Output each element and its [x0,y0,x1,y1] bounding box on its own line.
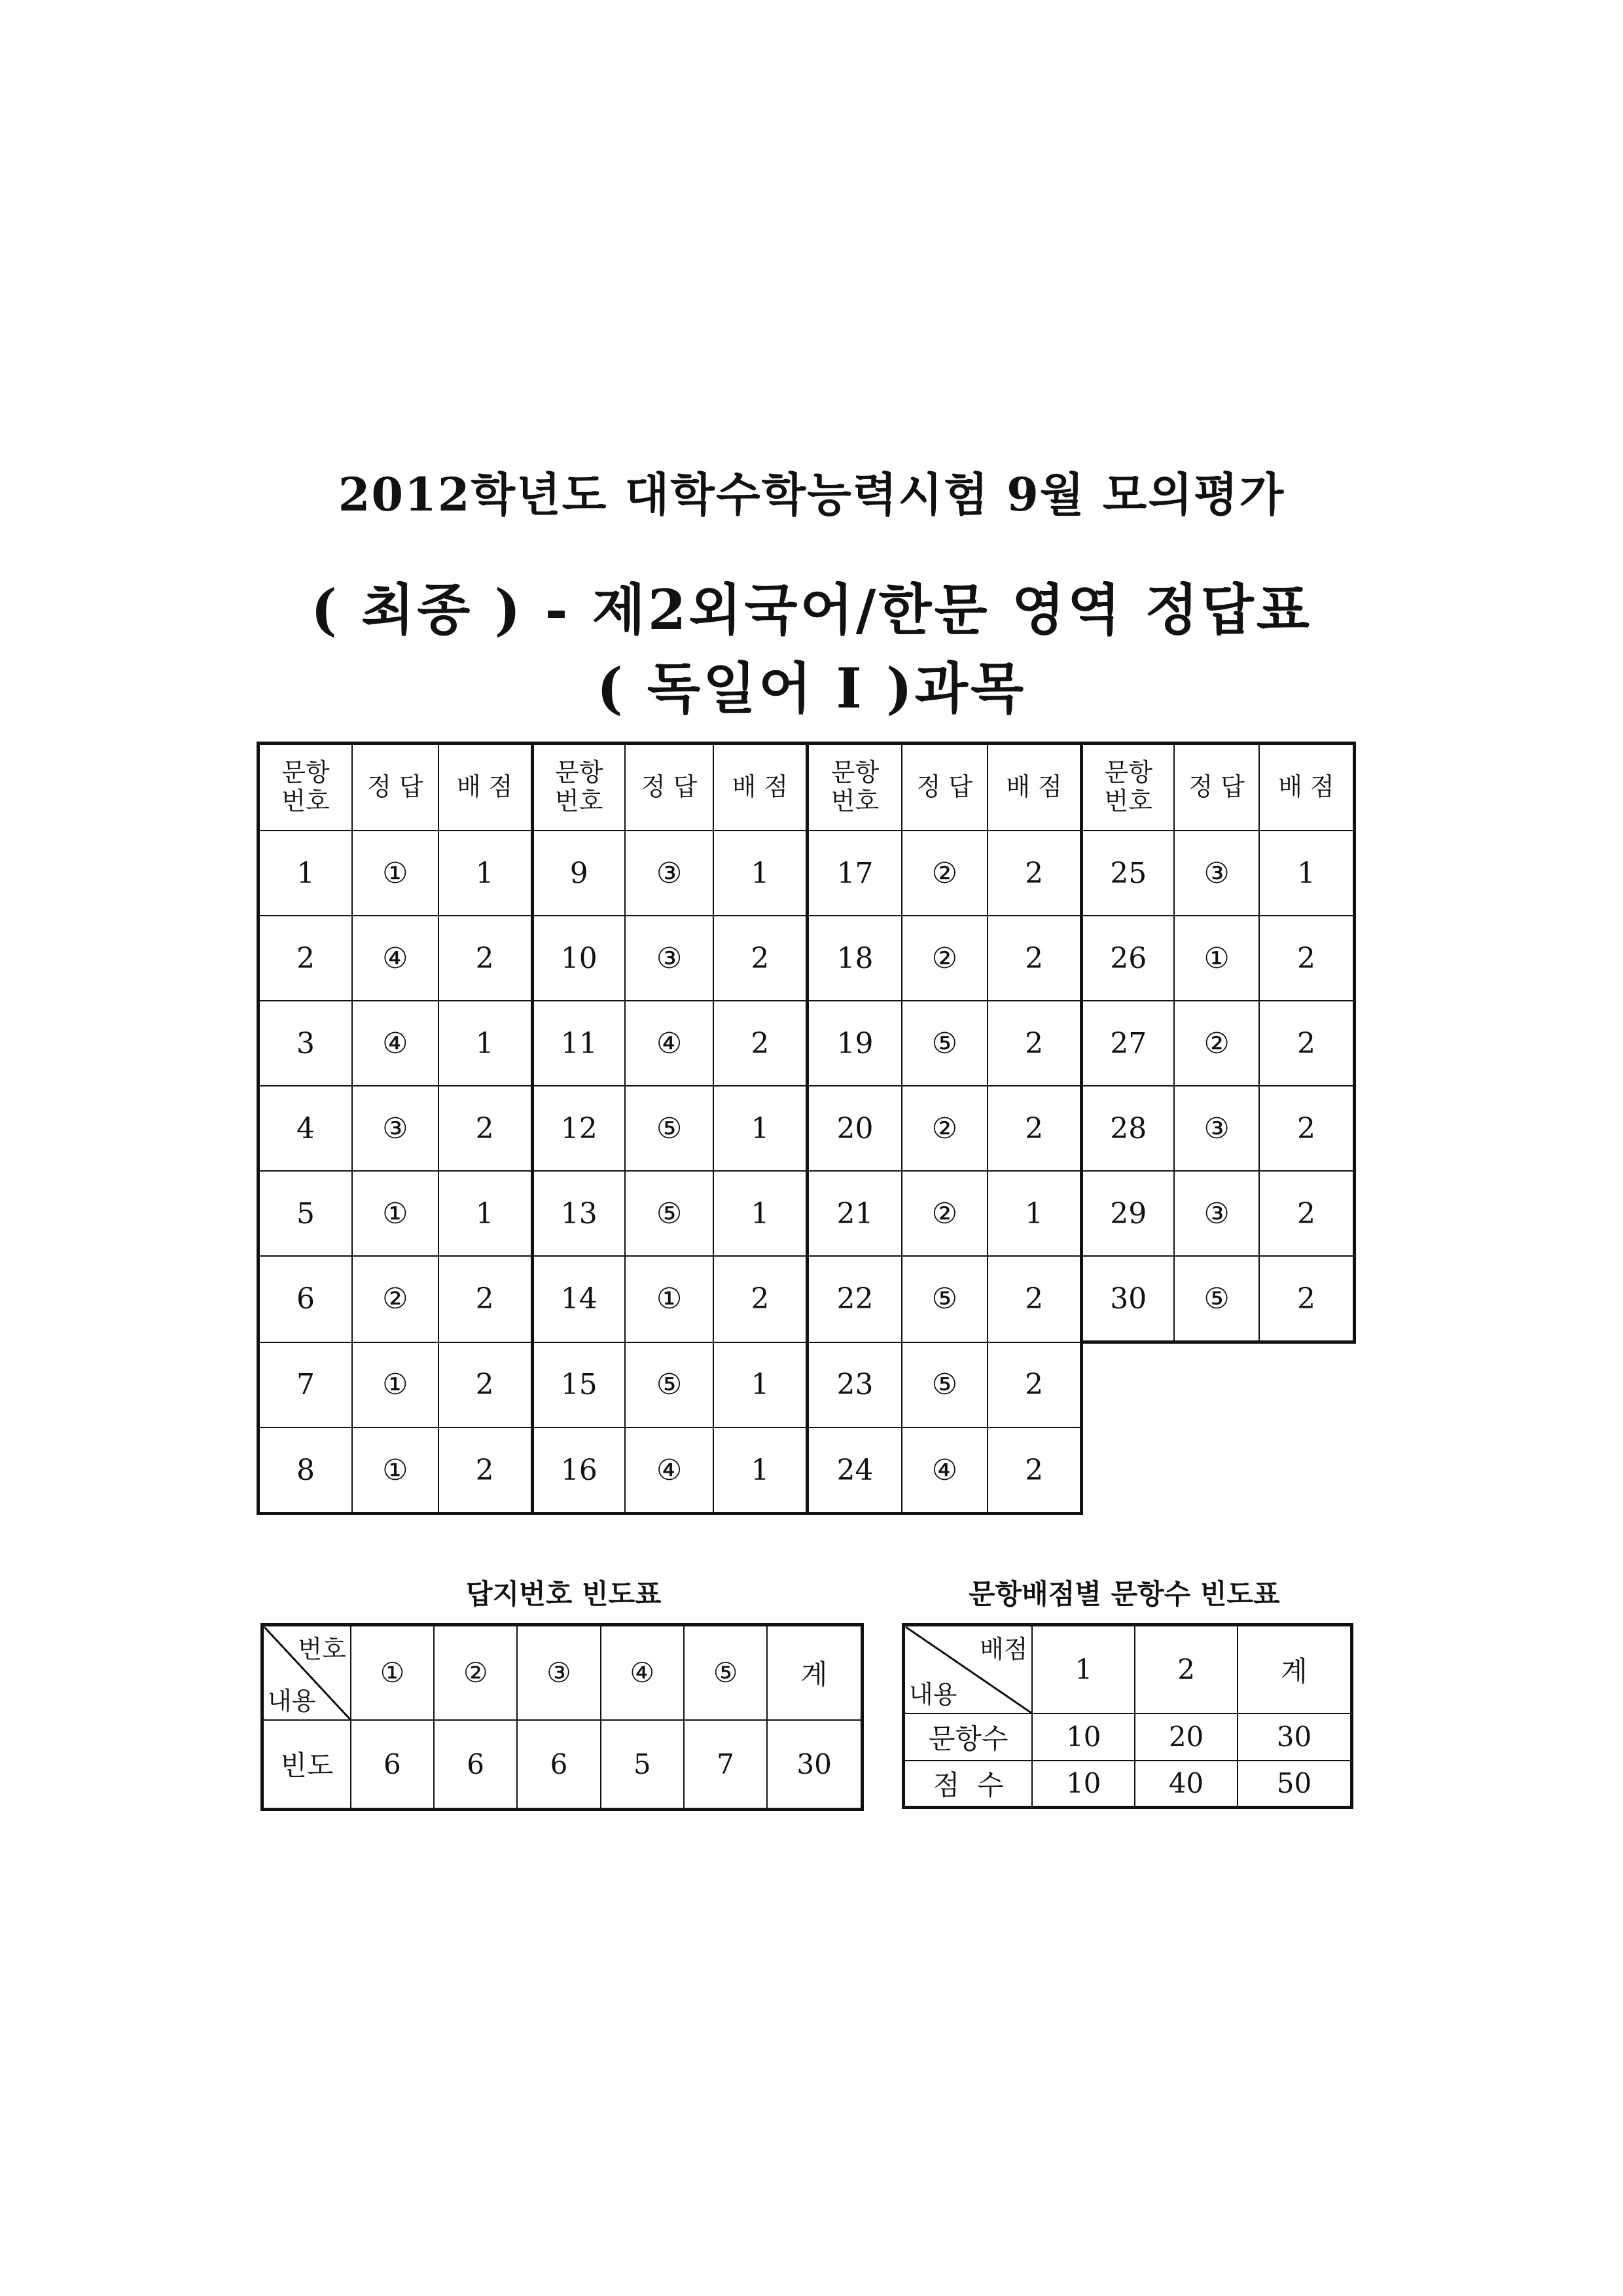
table-row [259,1256,1355,1342]
column-header: ⑤ [684,1625,767,1720]
points-frequency-corner [904,1625,1033,1713]
header-label: 문항 [555,758,603,787]
question-number: 6 [259,1256,353,1342]
points: 1 [438,831,533,916]
answer-choice: ② [902,831,988,916]
column-header: ③ [517,1625,600,1720]
question-number: 5 [259,1171,353,1256]
question-number: 30 [1082,1256,1175,1342]
exam-title: 2012학년도 대학수학능력시험 9월 모의평가 [338,467,1285,522]
corner-bottom-label: 내용 [268,1686,316,1715]
empty-cell [1082,1427,1175,1514]
answer-choice: ③ [1174,831,1259,916]
answer-choice: ① [625,1256,714,1342]
points: 1 [713,1342,808,1428]
column-header: 1 [1032,1625,1135,1713]
corner-top-label: 번호 [298,1635,346,1664]
question-number: 18 [808,916,902,1001]
question-number: 2 [259,916,353,1001]
question-number: 20 [808,1086,902,1171]
answer-choice: ⑤ [625,1171,714,1256]
header-label: 문항 [1104,758,1152,787]
answer-choice: ① [1174,916,1259,1001]
header-label: 번호 [830,787,880,816]
question-number: 4 [259,1086,353,1171]
question-number: 13 [532,1171,625,1256]
header-label: 문항 [830,758,880,787]
frequency-cell: 5 [601,1720,684,1810]
points: 2 [988,1001,1082,1086]
question-number: 17 [808,831,902,916]
table-row [259,916,1355,1001]
answer-key-title: ( 최종 ) - 제2외국어/한문 영역 정답표 [311,577,1312,642]
question-number: 23 [808,1342,902,1428]
empty-cell [1082,1342,1175,1428]
header-question-number [808,744,902,831]
column-header: ② [434,1625,517,1720]
row-label: 점 수 [904,1761,1033,1808]
header-answer: 정 답 [352,744,438,831]
points: 2 [988,916,1082,1001]
header-question-number [259,744,353,831]
answer-choice: ② [352,1256,438,1342]
answer-choice: ② [902,916,988,1001]
answer-choice: ⑤ [1174,1256,1259,1342]
question-number: 24 [808,1427,902,1514]
points: 1 [988,1171,1082,1256]
empty-cell [1259,1342,1355,1428]
empty-cell [1174,1427,1259,1514]
question-number: 9 [532,831,625,916]
question-number: 22 [808,1256,902,1342]
question-number: 1 [259,831,353,916]
frequency-cell: 30 [767,1720,862,1810]
count-cell: 30 [1238,1713,1352,1761]
points: 2 [1259,1256,1355,1342]
points: 2 [713,916,808,1001]
table-row [259,1086,1355,1171]
points: 2 [988,1256,1082,1342]
frequency-cell: 7 [684,1720,767,1810]
points: 1 [1259,831,1355,916]
question-number: 19 [808,1001,902,1086]
frequency-cell: 6 [517,1720,600,1810]
header-label: 문항 [281,758,330,787]
answer-key-table [257,742,1356,1515]
answer-choice: ⑤ [902,1001,988,1086]
question-number: 25 [1082,831,1175,916]
answer-choice: ④ [902,1427,988,1514]
points: 1 [713,1086,808,1171]
header-label: 번호 [1104,787,1152,816]
points: 2 [988,1342,1082,1428]
points: 1 [713,1171,808,1256]
answer-choice: ③ [352,1086,438,1171]
points: 2 [1259,1171,1355,1256]
header-label: 번호 [555,787,603,816]
points: 2 [438,1342,533,1428]
header-label: 번호 [281,787,330,816]
frequency-cell: 6 [434,1720,517,1810]
question-number: 16 [532,1427,625,1514]
points: 2 [988,831,1082,916]
answer-choice: ③ [1174,1171,1259,1256]
answer-choice: ② [902,1171,988,1256]
subject-title: ( 독일어 I )과목 [596,656,1027,721]
column-header: ④ [601,1625,684,1720]
question-number: 15 [532,1342,625,1428]
frequency-cell: 6 [351,1720,434,1810]
question-number: 26 [1082,916,1175,1001]
count-cell: 20 [1135,1713,1238,1761]
corner-top-label: 배점 [980,1635,1028,1664]
points: 2 [988,1086,1082,1171]
column-header: 2 [1135,1625,1238,1713]
row-label: 문항수 [904,1713,1033,1761]
score-cell: 40 [1135,1761,1238,1808]
points: 2 [1259,916,1355,1001]
points: 2 [438,916,533,1001]
answer-choice: ① [352,1342,438,1428]
table-row [259,1342,1355,1428]
empty-cell [1174,1342,1259,1428]
header-question-number [532,744,625,831]
row-label: 빈도 [262,1720,351,1810]
answer-choice: ③ [1174,1086,1259,1171]
answer-choice: ④ [352,916,438,1001]
table-row [259,1171,1355,1256]
question-number: 27 [1082,1001,1175,1086]
answer-frequency-table [260,1623,864,1811]
points: 2 [713,1256,808,1342]
header-points: 배 점 [713,744,808,831]
answer-choice: ④ [625,1427,714,1514]
answer-choice: ④ [352,1001,438,1086]
points: 2 [1259,1086,1355,1171]
question-number: 21 [808,1171,902,1256]
points: 2 [988,1427,1082,1514]
score-cell: 10 [1032,1761,1135,1808]
answer-choice: ② [1174,1001,1259,1086]
answer-choice: ① [352,1427,438,1514]
points: 2 [438,1427,533,1514]
points: 1 [438,1001,533,1086]
header-answer: 정 답 [902,744,988,831]
answer-choice: ③ [625,831,714,916]
header-points: 배 점 [988,744,1082,831]
table-row [259,1001,1355,1086]
question-number: 8 [259,1427,353,1514]
answer-choice: ⑤ [902,1256,988,1342]
header-answer: 정 답 [625,744,714,831]
question-number: 28 [1082,1086,1175,1171]
answer-choice: ① [352,1171,438,1256]
score-cell: 50 [1238,1761,1352,1808]
header-points: 배 점 [438,744,533,831]
table-row [259,1427,1355,1514]
answer-choice: ① [352,831,438,916]
points: 2 [438,1256,533,1342]
column-header: 계 [767,1625,862,1720]
header-answer: 정 답 [1174,744,1259,831]
answer-choice: ⑤ [625,1086,714,1171]
points: 2 [713,1001,808,1086]
question-number: 7 [259,1342,353,1428]
question-number: 3 [259,1001,353,1086]
question-number: 10 [532,916,625,1001]
corner-bottom-label: 내용 [909,1679,957,1709]
points: 1 [713,1427,808,1514]
answer-choice: ② [902,1086,988,1171]
answer-choice: ④ [625,1001,714,1086]
question-number: 12 [532,1086,625,1171]
empty-cell [1259,1427,1355,1514]
question-number: 29 [1082,1171,1175,1256]
points: 1 [438,1171,533,1256]
points: 2 [1259,1001,1355,1086]
points-frequency-table [902,1623,1353,1809]
table-row [259,831,1355,916]
points: 1 [713,831,808,916]
answer-frequency-title: 답지번호 빈도표 [466,1578,662,1610]
header-question-number [1082,744,1175,831]
count-cell: 10 [1032,1713,1135,1761]
answer-frequency-corner [262,1625,351,1720]
question-number: 11 [532,1001,625,1086]
question-number: 14 [532,1256,625,1342]
answer-choice: ⑤ [625,1342,714,1428]
points: 2 [438,1086,533,1171]
header-points: 배 점 [1259,744,1355,831]
answer-choice: ③ [625,916,714,1001]
answer-choice: ⑤ [902,1342,988,1428]
points-frequency-title: 문항배점별 문항수 빈도표 [969,1578,1280,1610]
column-header: ① [351,1625,434,1720]
column-header: 계 [1238,1625,1352,1713]
